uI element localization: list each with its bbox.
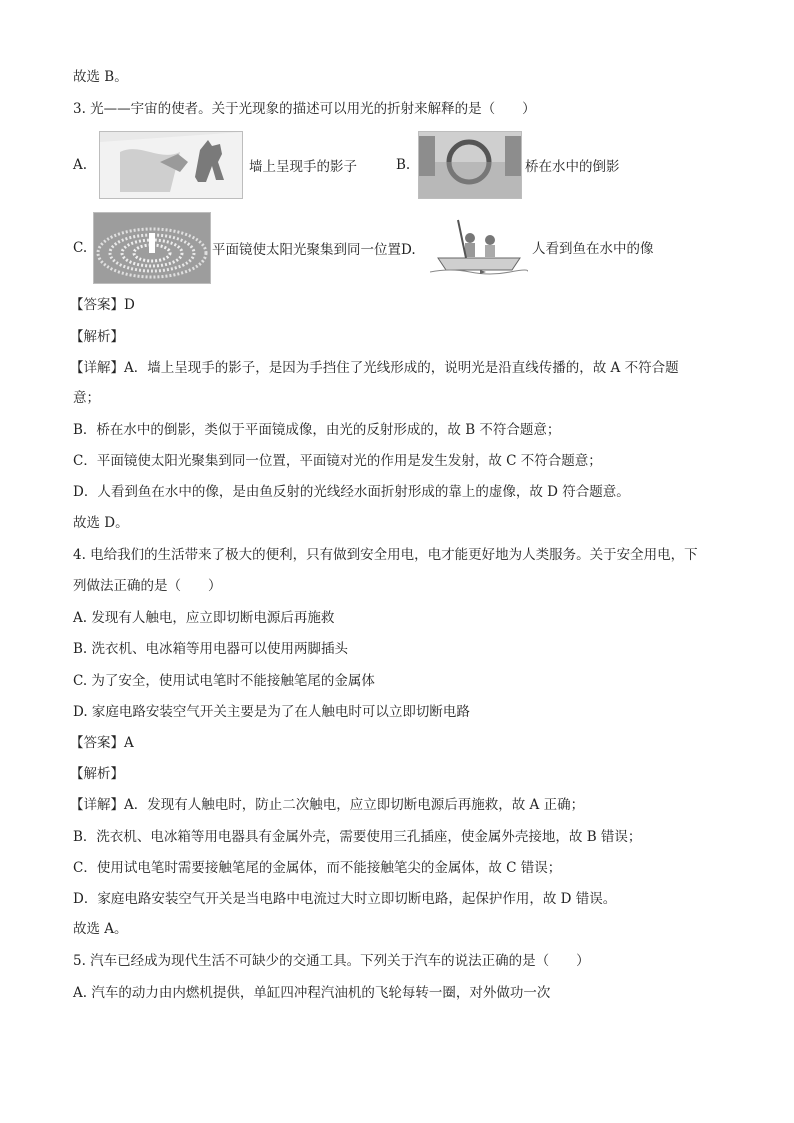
q3-option-a <box>73 131 357 199</box>
q4-detail-c: C．使用试电笔时需要接触笔尾的金属体，而不能接触笔尖的金属体，故 C 错误； <box>73 860 562 876</box>
boat-fishing-image <box>430 214 528 280</box>
q3-detail-a-cont: 意； <box>73 390 100 406</box>
option-caption: 平面镜使太阳光聚集到同一位置D. <box>212 242 416 258</box>
q3-conclusion: 故选 D。 <box>73 515 129 531</box>
option-letter: C. <box>73 240 88 256</box>
q3-analysis-heading: 【解析】 <box>70 329 124 345</box>
question-5-stem: 5. 汽车已经成为现代生活不可缺少的交通工具。下列关于汽车的说法正确的是（ ） <box>73 953 590 969</box>
q4-answer: 【答案】A <box>70 735 134 751</box>
option-letter: B. <box>396 157 411 173</box>
q4-option-b: B. 洗衣机、电冰箱等用电器可以使用两脚插头 <box>73 641 349 657</box>
q4-option-d: D. 家庭电路安装空气开关主要是为了在人触电时可以立即切断电路 <box>73 704 470 720</box>
q4-conclusion: 故选 A。 <box>73 921 128 937</box>
q5-option-a: A. 汽车的动力由内燃机提供，单缸四冲程汽油机的飞轮每转一圈，对外做功一次 <box>73 985 551 1001</box>
hand-shadow-image <box>99 131 243 199</box>
q3-answer: 【答案】D <box>70 297 135 313</box>
q3-detail-a: 【详解】A．墙上呈现手的影子，是因为手挡住了光线形成的，说明光是沿直线传播的，故 A 不符合题 <box>70 360 679 376</box>
q3-option-c <box>73 212 416 284</box>
question-4-stem: 4. 电给我们的生活带来了极大的便利，只有做到安全用电，电才能更好地为人类服务。关于安全用电，下 <box>73 547 698 563</box>
q4-analysis-heading: 【解析】 <box>70 766 124 782</box>
option-letter: A. <box>73 157 88 173</box>
solar-mirror-field-image <box>93 212 211 284</box>
q3-detail-c: C．平面镜使太阳光聚集到同一位置，平面镜对光的作用是发生发射，故 C 不符合题意； <box>73 453 602 469</box>
q3-detail-b: B．桥在水中的倒影，类似于平面镜成像，由光的反射形成的，故 B 不符合题意； <box>73 422 561 438</box>
option-caption: 桥在水中的倒影 <box>525 159 620 175</box>
q3-option-d <box>430 214 654 280</box>
bridge-reflection-image <box>418 131 522 199</box>
previous-answer-end: 故选 B。 <box>73 69 128 85</box>
q4-option-a: A. 发现有人触电，应立即切断电源后再施救 <box>73 610 335 626</box>
option-caption: 墙上呈现手的影子 <box>249 159 357 175</box>
q4-detail-b: B．洗衣机、电冰箱等用电器具有金属外壳，需要使用三孔插座，使金属外壳接地，故 B 错误； <box>73 829 642 845</box>
q4-option-c: C. 为了安全，使用试电笔时不能接触笔尾的金属体 <box>73 673 375 689</box>
q3-option-b <box>396 131 620 199</box>
q4-detail-a: 【详解】A．发现有人触电时，防止二次触电，应立即切断电源后再施救，故 A 正确； <box>70 797 585 813</box>
q4-detail-d: D．家庭电路安装空气开关是当电路中电流过大时立即切断电路，起保护作用，故 D 错误。 <box>73 891 617 907</box>
question-4-stem-cont: 列做法正确的是（ ） <box>73 578 222 594</box>
option-caption: 人看到鱼在水中的像 <box>532 241 654 257</box>
q3-detail-d: D．人看到鱼在水中的像，是由鱼反射的光线经水面折射形成的靠上的虚像，故 D 符合题意。 <box>73 484 630 500</box>
question-3-stem: 3. 光——宇宙的使者。关于光现象的描述可以用光的折射来解释的是（ ） <box>73 101 536 117</box>
